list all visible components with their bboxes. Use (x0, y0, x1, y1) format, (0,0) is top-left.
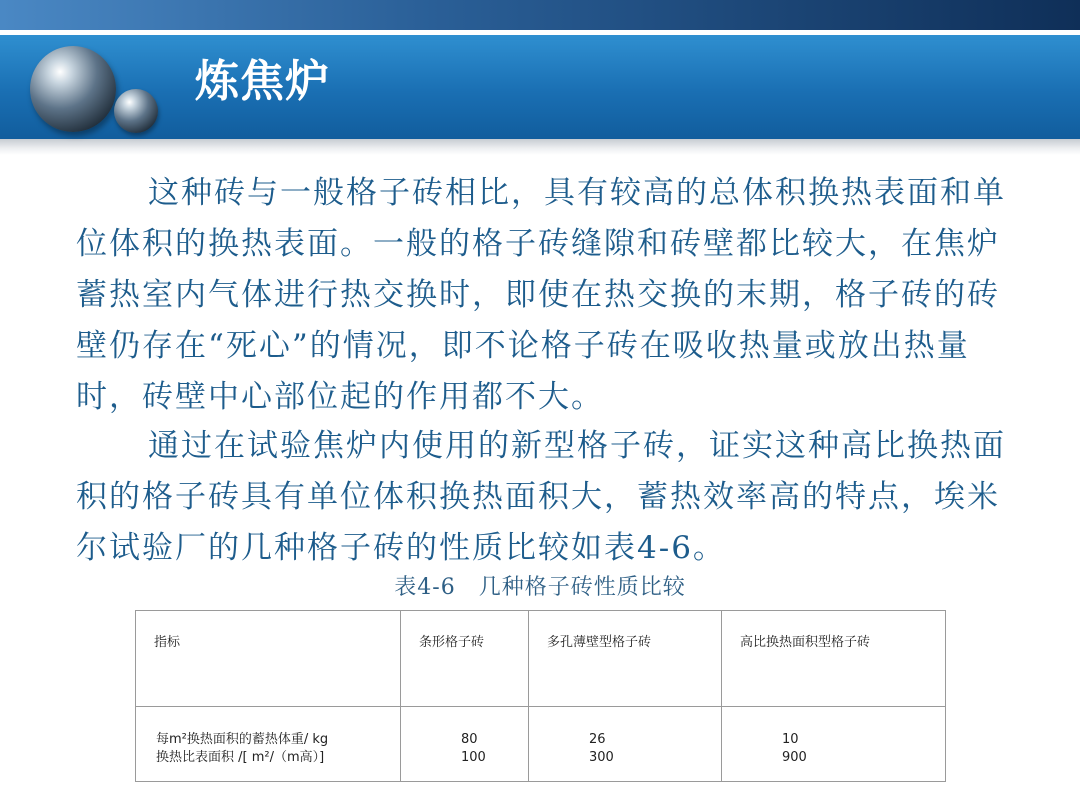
row-labels-cell (136, 707, 401, 782)
body-paragraph-1: 这种砖与一般格子砖相比，具有较高的总体积换热表面和单位体积的换热表面。一般的格子砖缝隙和砖壁都比较大，在焦炉蓄热室内气体进行热交换时，即使在热交换的末期，格子砖的砖壁仍存在“死心”的情况，即不论格子砖在吸收热量或放出热量时，砖壁中心部位起的作用都不大。 (76, 175, 1006, 415)
porous-brick-values-cell (529, 707, 722, 782)
row-label: 换热比表面积 /[ m²/（m高）] (156, 750, 325, 765)
strip-brick-values-cell (401, 707, 529, 782)
header-shadow (0, 139, 1080, 155)
high-area-brick-values-cell (722, 707, 946, 782)
sphere-icon (30, 46, 116, 132)
header-band (0, 35, 1080, 139)
header-cell-indicator: 指标 (136, 611, 401, 707)
header-cell-porous-brick: 多孔薄壁型格子砖 (529, 611, 722, 707)
header-cell-high-area-brick: 高比换热面积型格子砖 (722, 611, 946, 707)
cell-value: 900 (782, 750, 807, 765)
cell-value: 80 (461, 732, 478, 747)
table-row (136, 707, 946, 782)
header-cell-strip-brick: 条形格子砖 (401, 611, 529, 707)
table-header-row (136, 611, 946, 707)
table-caption: 表4-6 几种格子砖性质比较 (394, 575, 686, 600)
cell-value: 100 (461, 750, 486, 765)
small-sphere-icon (114, 89, 158, 133)
properties-table (135, 610, 946, 782)
cell-value: 300 (589, 750, 614, 765)
top-decor-strip (0, 0, 1080, 30)
body-paragraph-2: 通过在试验焦炉内使用的新型格子砖，证实这种高比换热面积的格子砖具有单位体积换热面积大，蓄热效率高的特点，埃米尔试验厂的几种格子砖的性质比较如表4-6。 (76, 428, 1006, 566)
cell-value: 26 (589, 732, 606, 747)
row-label: 每m²换热面积的蓄热体重/ kg (156, 732, 329, 747)
slide-title: 炼焦炉 (195, 56, 330, 107)
cell-value: 10 (782, 732, 799, 747)
